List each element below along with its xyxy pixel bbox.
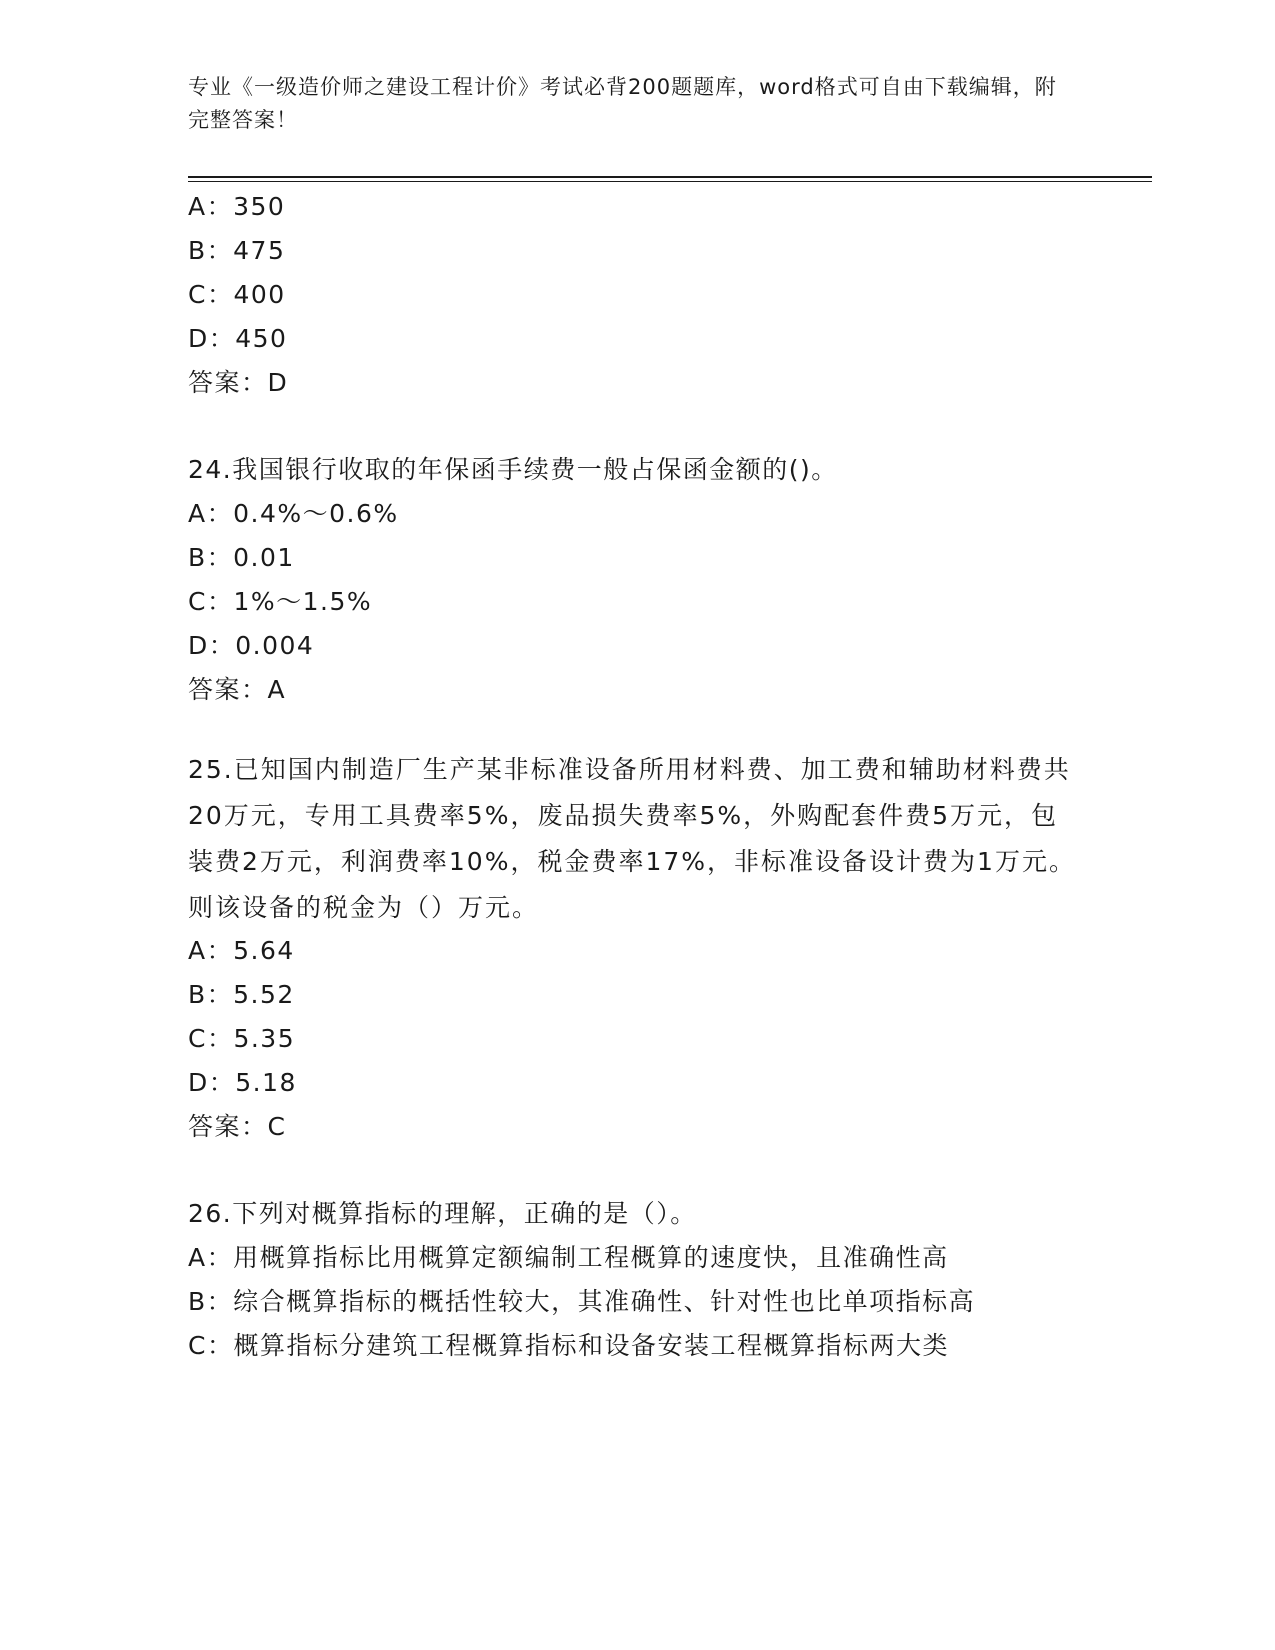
header-divider xyxy=(188,176,1152,178)
page-header: 专业《一级造价师之建设工程计价》考试必背200题题库，word格式可自由下载编辑，附完整答案！ xyxy=(188,75,1057,132)
q24-option-c: C：1%～1.5% xyxy=(188,587,373,616)
q23-answer: 答案：D xyxy=(188,368,289,397)
header-divider-thin xyxy=(188,181,1152,182)
q24-question: 24.我国银行收取的年保函手续费一般占保函金额的()。 xyxy=(188,455,838,484)
q24-option-d: D：0.004 xyxy=(188,631,315,660)
q24-answer: 答案：A xyxy=(188,675,287,704)
q25-question: 25.已知国内制造厂生产某非标准设备所用材料费、加工费和辅助材料费共20万元，专用工具费率5%，废品损失费率5%，外购配套件费5万元，包装费2万元，利润费率10%，税金费率17%，非标准设备设计费为1万元。则该设备的税金为（）万元。 xyxy=(188,755,1076,922)
q25-option-c: C：5.35 xyxy=(188,1024,296,1053)
q24-option-b: B：0.01 xyxy=(188,543,295,572)
q26-option-b: B：综合概算指标的概括性较大，其准确性、针对性也比单项指标高 xyxy=(188,1287,976,1316)
q23-option-d: D：450 xyxy=(188,324,288,353)
q26-question: 26.下列对概算指标的理解，正确的是（）。 xyxy=(188,1199,697,1228)
q25-answer: 答案：C xyxy=(188,1112,287,1141)
q26-option-a: A：用概算指标比用概算定额编制工程概算的速度快，且准确性高 xyxy=(188,1243,949,1272)
q23-option-c: C：400 xyxy=(188,280,286,309)
q25-option-a: A：5.64 xyxy=(188,936,295,965)
q26-option-c: C：概算指标分建筑工程概算指标和设备安装工程概算指标两大类 xyxy=(188,1331,949,1360)
q23-option-b: B：475 xyxy=(188,236,286,265)
q25-option-b: B：5.52 xyxy=(188,980,295,1009)
q25-option-d: D：5.18 xyxy=(188,1068,297,1097)
q24-option-a: A：0.4%～0.6% xyxy=(188,499,399,528)
q23-option-a: A：350 xyxy=(188,192,286,221)
